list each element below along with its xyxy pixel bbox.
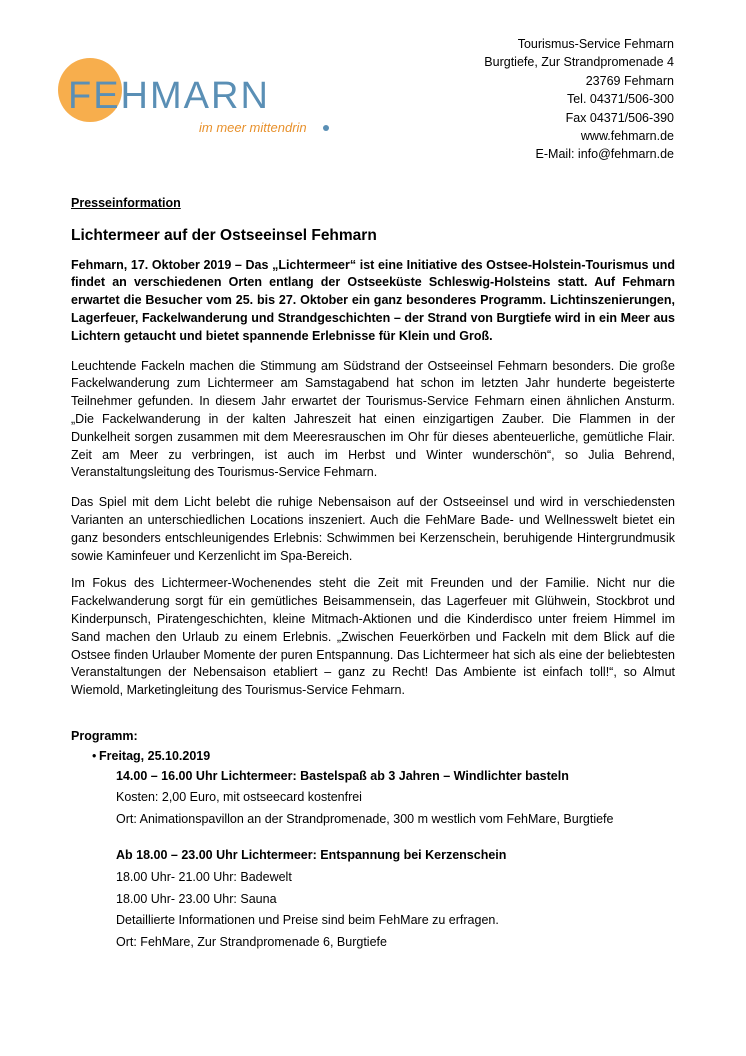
body-paragraph: Leuchtende Fackeln machen die Stimmung am Südstrand der Ostseeinsel Fehmarn besonders. Die große Fackelwanderung zum Lichtermeer am Samstagabend hat schon im letzten Jahr hunderte begeisterte Teilnehmer gefunden. In diesem Jahr erwartet der Tourismus-Service Fehmarn einen ähnlichen Ansturm. „Die Fackelwanderung in der kalten Jahreszeit hat einen einzigartigen Zauber. Die Flammen in der Dunkelheit sorgen zusammen mit dem Meeresrauschen im Ohr für dieses abenteuerliche, gemütliche Flair. Zeit am Meer zu verbringen, ist auch im Herbst und Winter wunderschön“, so Julia Behrend, Veranstaltungsleitung des Tourismus-Service Fehmarn. [71,358,675,480]
address-line: 23769 Fehmarn [585,73,674,88]
event-detail: Kosten: 2,00 Euro, mit ostseecard kostenfrei [116,790,362,805]
body-paragraph: Im Fokus des Lichtermeer-Wochenendes steht die Zeit mit Freunden und der Familie. Nicht nur die Fackelwanderung sorgt für ein gemütliches Beisammensein, das Lagerfeuer mit Glühwein, Stockbrot und Kinderpunsch, Piratengeschichten, kleine Mitmach-Aktionen und die Kinderdisco unter freiem Himmel im Sand machen den Urlaub zu einem Erlebnis. „Zwischen Feuerkörben und Fackeln mit dem Blick auf die Ostsee finden Urlauber Momente der puren Entspannung. Das Lichtermeer hat sich als eine der beliebtesten Veranstaltungen der Nebensaison etabliert – ganz zu Recht! Das Ambiente ist einfach toll!“, so Almut Wiemold, Marketingleitung des Tourismus-Service Fehmarn. [71,576,675,698]
headline: Lichtermeer auf der Ostseeinsel Fehmarn [71,226,377,244]
event-detail: 18.00 Uhr- 21.00 Uhr: Badewelt [116,869,292,884]
program-events [71,768,675,952]
event-title: Ab 18.00 – 23.00 Uhr Lichtermeer: Entspannung bei Kerzenschein [116,847,507,862]
address-fax: Fax 04371/506-390 [565,110,674,125]
press-release [71,195,675,956]
event-detail: Detaillierte Informationen und Preise sind beim FehMare zu erfragen. [116,913,499,928]
program-title: Programm: [71,728,138,743]
lead-paragraph: Fehmarn, 17. Oktober 2019 – Das „Lichtermeer“ ist eine Initiative des Ostsee-Holstein-Tourismus und findet an verschiedenen Orten entlang der Ostseeküste Schleswig-Holsteins statt. Auf Fehmarn erwartet die Besucher vom 25. bis 27. Oktober ein ganz besonderes Programm. Lichtinszenierungen, Lagerfeuer, Fackelwanderung und Strandgeschichten – der Strand von Burgtiefe wird in ein Meer aus Lichtern getaucht und bietet spannende Erlebnisse für Klein und Groß. [71,257,675,343]
address-phone: Tel. 04371/506-300 [566,92,674,107]
logo-slogan: im meer mittendrin [199,120,307,135]
address-website: www.fehmarn.de [580,129,674,144]
logo-dot-icon [323,125,329,131]
event-title: 14.00 – 16.00 Uhr Lichtermeer: Bastelspaß ab 3 Jahren – Windlichter basteln [116,768,569,783]
event-detail: Ort: Animationspavillon an der Strandpromenade, 300 m westlich vom FehMare, Burgtiefe [116,812,614,827]
logo-brand: FEHMARN [68,75,270,117]
event-detail: Ort: FehMare, Zur Strandpromenade 6, Burgtiefe [116,935,387,950]
document-label: Presseinformation [71,196,181,210]
body-paragraph: Das Spiel mit dem Licht belebt die ruhige Nebensaison auf der Ostseeinsel und wird in verschiedensten Varianten an unterschiedlichen Locations inszeniert. Auch die FehMare Bade- und Wellnesswelt bietet ein ganz besonders entschleunigendes Erlebnis: Schwimmen bei Kerzenschein, beruhigende Hintergrundmusik sowie Kaminfeuer und Kerzenlicht im Spa-Bereich. [71,495,675,563]
event-detail: 18.00 Uhr- 23.00 Uhr: Sauna [116,891,277,906]
address-line: Tourismus-Service Fehmarn [517,37,674,51]
fehmarn-logo [56,56,332,138]
address-block [484,35,674,164]
program-day-label: Freitag, 25.10.2019 [99,748,211,763]
program-day [71,748,675,766]
address-email: E-Mail: info@fehmarn.de [535,147,674,162]
bullet-icon: • [92,748,97,763]
address-line: Burgtiefe, Zur Strandpromenade 4 [484,55,674,70]
